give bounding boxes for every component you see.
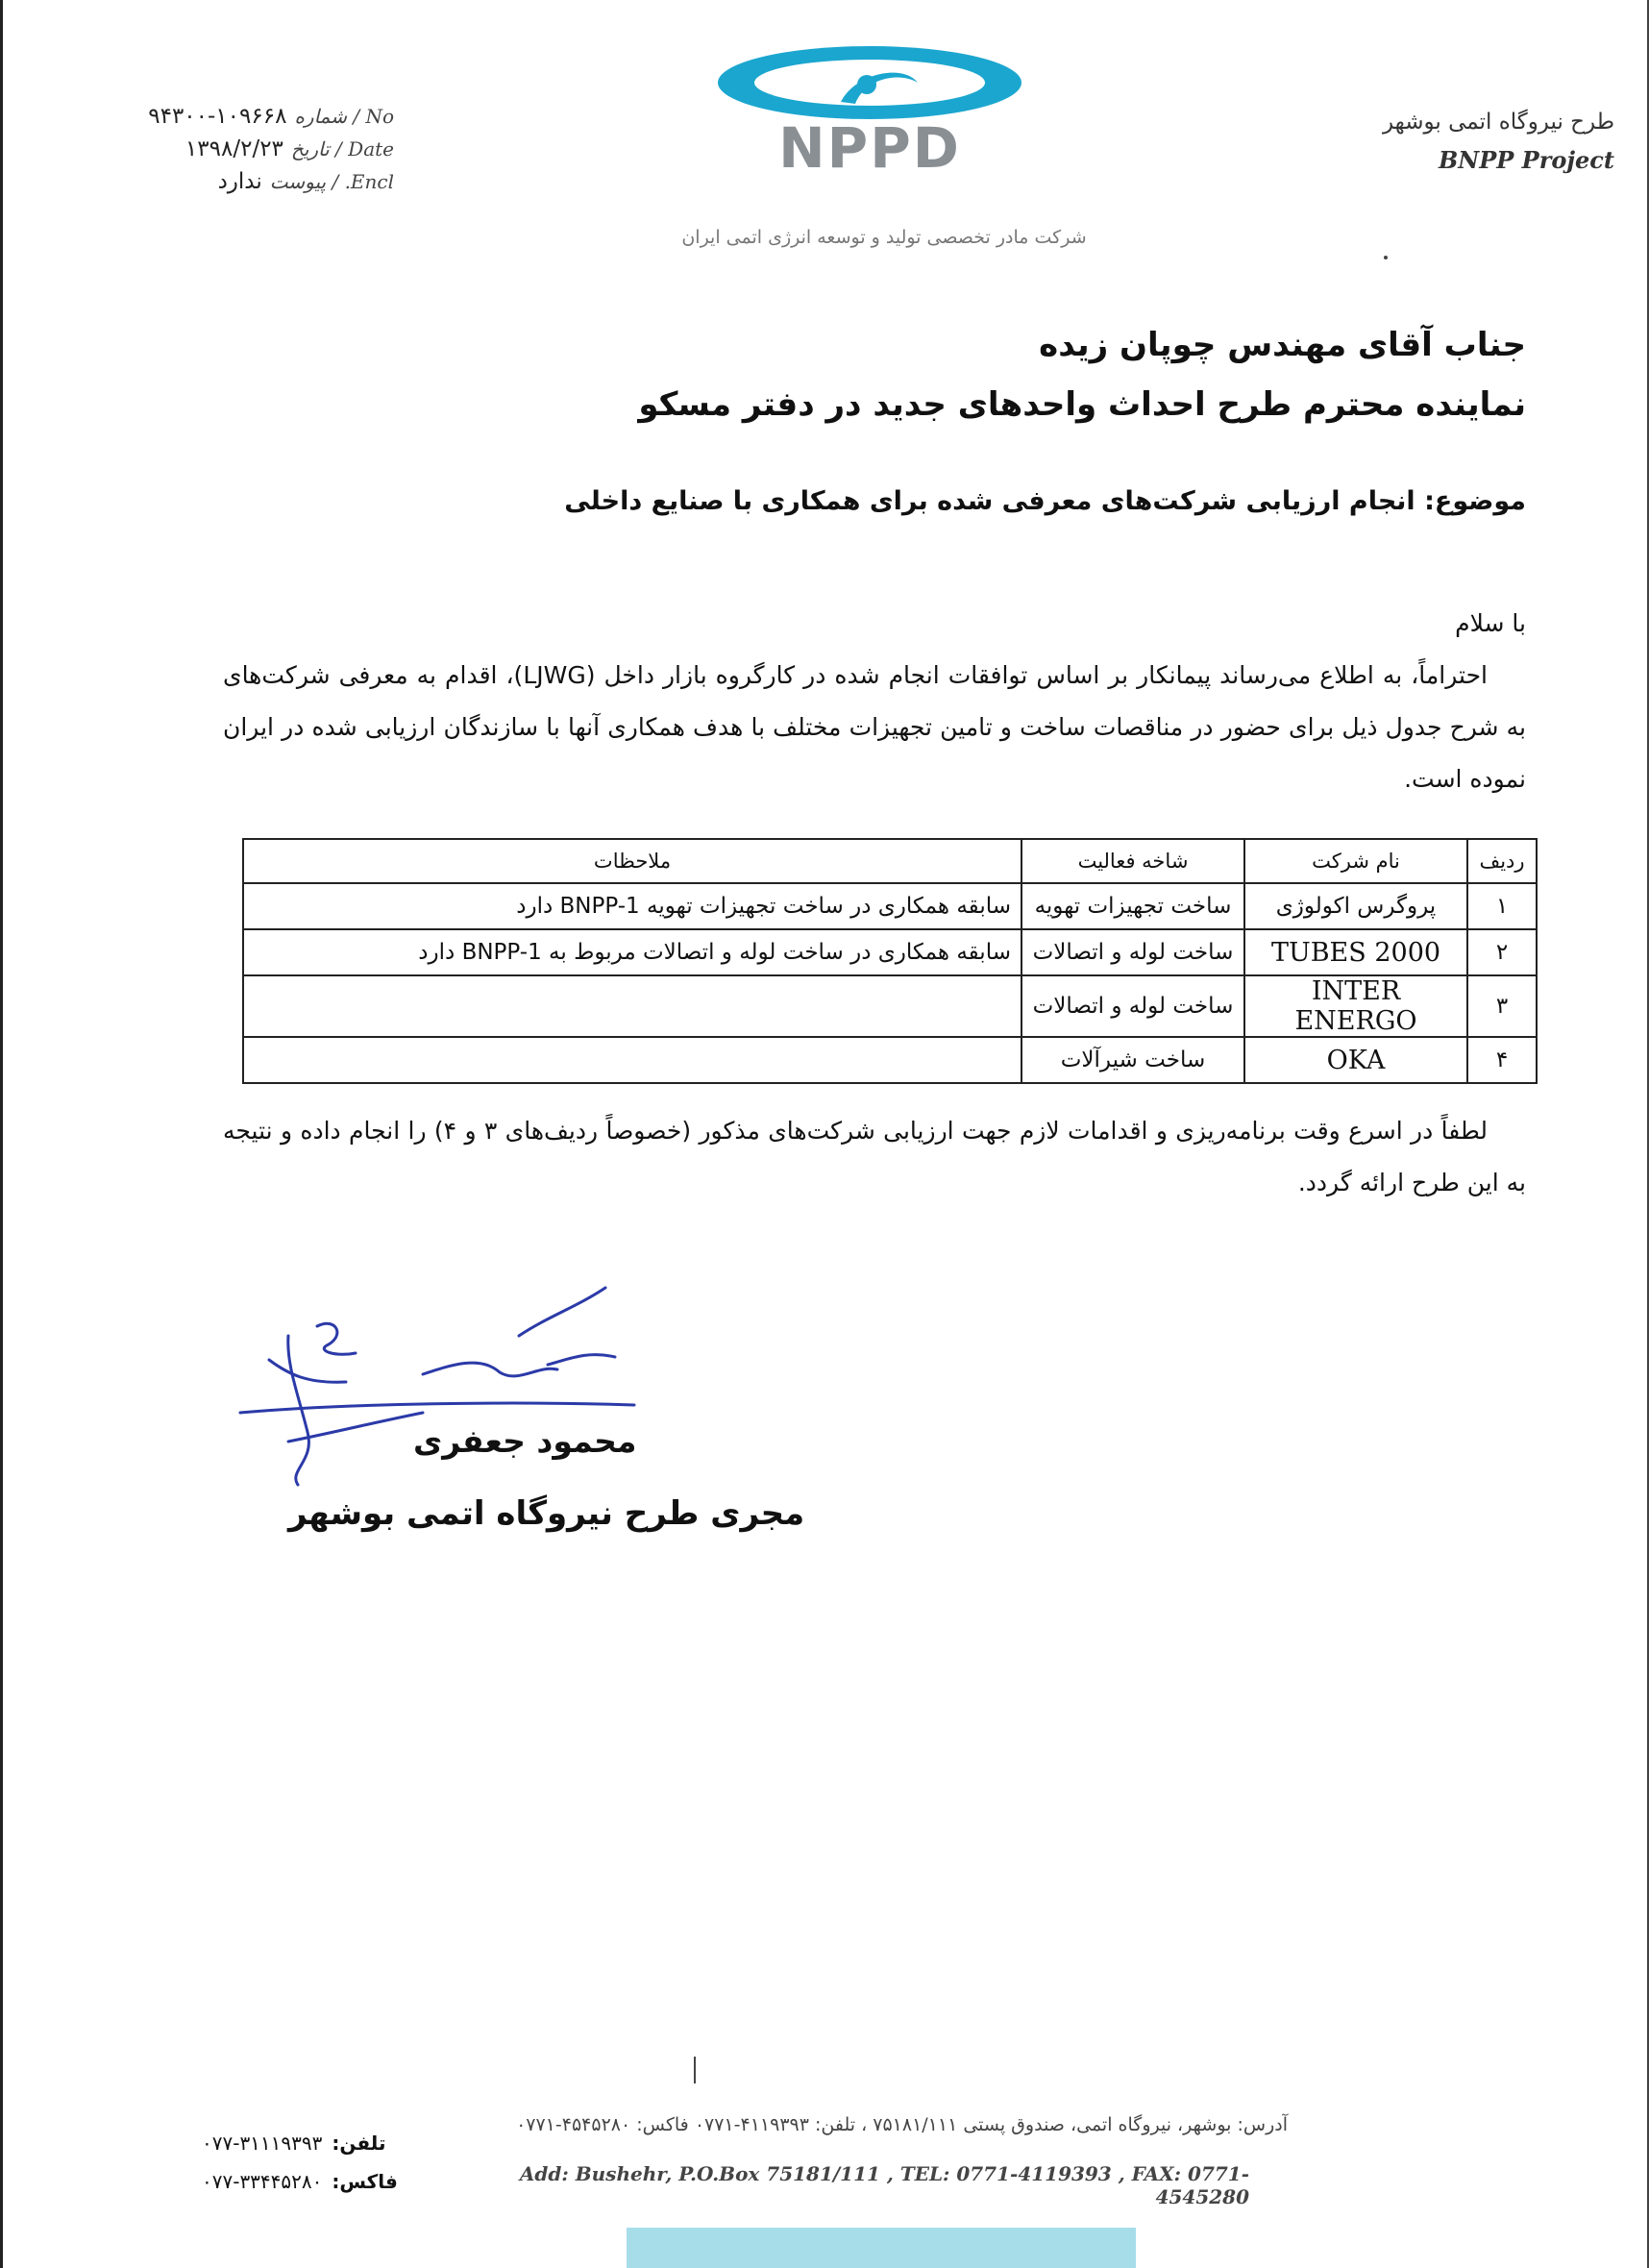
nppd-logo	[711, 44, 1028, 179]
speck	[1384, 256, 1388, 259]
enclosure-value: ندارد	[217, 169, 262, 194]
header-activity: شاخه فعالیت	[1021, 839, 1244, 883]
cell-row-number: ۳	[1467, 975, 1537, 1037]
project-title-en: BNPP Project	[1438, 146, 1614, 174]
number-value: ۹۴۳۰۰-۱۰۹۶۶۸	[148, 104, 287, 129]
header-notes: ملاحظات	[243, 839, 1021, 883]
phone-label: تلفن:	[332, 2132, 386, 2155]
cell-activity: ساخت تجهیزات تهویه	[1021, 883, 1244, 929]
footer-phones	[202, 2124, 442, 2201]
addressee	[277, 315, 1526, 434]
fax-label: فاکس:	[332, 2170, 398, 2193]
cell-notes	[243, 1037, 1021, 1083]
table-row	[243, 883, 1537, 929]
fax-row	[202, 2162, 442, 2201]
enclosure-label: Encl. / پیوست	[269, 170, 394, 193]
subject-line: موضوع: انجام ارزیابی شرکت‌های معرفی شده برای همکاری با صنایع داخلی	[564, 486, 1526, 516]
date-label: Date / تاریخ	[290, 137, 394, 160]
footer-color-bar	[627, 2228, 1136, 2268]
cell-company: TUBES 2000	[1244, 929, 1467, 975]
cell-row-number: ۲	[1467, 929, 1537, 975]
header-row-number: ردیف	[1467, 839, 1537, 883]
cell-activity: ساخت لوله و اتصالات	[1021, 975, 1244, 1037]
pen-mark	[692, 2057, 698, 2083]
addressee-line2: نماینده محترم طرح احداث واحدهای جدید در دفتر مسکو	[638, 385, 1526, 424]
signatory-name: محمود جعفری	[413, 1422, 637, 1460]
number-label: No / شماره	[294, 105, 394, 128]
cell-notes: سابقه همکاری در ساخت لوله و اتصالات مربوط به BNPP-1 دارد	[243, 929, 1021, 975]
cell-company: پروگرس اکولوژی	[1244, 883, 1467, 929]
cell-notes: سابقه همکاری در ساخت تجهیزات تهویه BNPP-1 دارد	[243, 883, 1021, 929]
table-row	[243, 1037, 1537, 1083]
number-row	[144, 100, 394, 133]
logo-text: NPPD	[778, 115, 961, 179]
project-title-fa: طرح نیروگاه اتمی بوشهر	[1382, 110, 1614, 135]
date-row	[144, 133, 394, 165]
enclosure-row	[144, 165, 394, 198]
addressee-line1: جناب آقای مهندس چوپان زیده	[1039, 326, 1526, 364]
cell-row-number: ۴	[1467, 1037, 1537, 1083]
date-value: ۱۳۹۸/۲/۲۳	[185, 136, 283, 161]
table-row	[243, 975, 1537, 1037]
cell-company: OKA	[1244, 1037, 1467, 1083]
signatory-title: مجری طرح نیروگاه اتمی بوشهر	[288, 1494, 805, 1533]
greeting: با سلام	[1455, 609, 1526, 637]
fax-value: ۰۷۷-۳۳۴۴۵۲۸۰	[202, 2170, 323, 2193]
companies-table	[242, 838, 1538, 1084]
table-header-row	[243, 839, 1537, 883]
body-paragraph: احتراماً، به اطلاع می‌رساند پیمانکار بر اساس توافقات انجام شده در کارگروه بازار داخل (LJWG)، اقدام به معرفی شرکت‌های به شرح جدول ذیل برای حضور در مناقصات ساخت و تامین تجهیزات مختلف با هدف همکاری آنها با سازندگان ارزیابی شده در ایران نموده است.	[223, 661, 1526, 793]
page-edge	[0, 0, 3, 2268]
cell-row-number: ۱	[1467, 883, 1537, 929]
letter-meta	[144, 100, 394, 198]
table-row	[243, 929, 1537, 975]
logo-subtitle: شرکت مادر تخصصی تولید و توسعه انرژی اتمی ایران	[681, 227, 1087, 248]
phone-row	[202, 2124, 442, 2162]
closing-paragraph: لطفاً در اسرع وقت برنامه‌ریزی و اقدامات لازم جهت ارزیابی شرکت‌های مذکور (خصوصاً ردیف‌های ۳ و ۴) را انجام داده و نتیجه به این طرح ارائه گردد.	[223, 1117, 1526, 1196]
cell-activity: ساخت لوله و اتصالات	[1021, 929, 1244, 975]
cell-activity: ساخت شیرآلات	[1021, 1037, 1244, 1083]
cell-notes	[243, 975, 1021, 1037]
header-company: نام شرکت	[1244, 839, 1467, 883]
handwritten-signature	[231, 1269, 673, 1509]
letter-body	[223, 598, 1526, 805]
cell-company: INTER ENERGO	[1244, 975, 1467, 1037]
project-block	[1326, 110, 1614, 174]
footer-address-en: Add: Bushehr, P.O.Box 75181/111 , TEL: 0771-4119393 , FAX: 0771-4545280	[519, 2162, 1249, 2208]
phone-value: ۰۷۷-۳۱۱۱۹۳۹۳	[202, 2132, 323, 2155]
footer-address-fa: آدرس: بوشهر، نیروگاه اتمی، صندوق پستی ۷۵۱۸۱/۱۱۱ ، تلفن: ۴۱۱۹۳۹۳-۰۷۷۱ فاکس: ۴۵۴۵۲۸۰-۰۷۷۱	[516, 2114, 1288, 2135]
